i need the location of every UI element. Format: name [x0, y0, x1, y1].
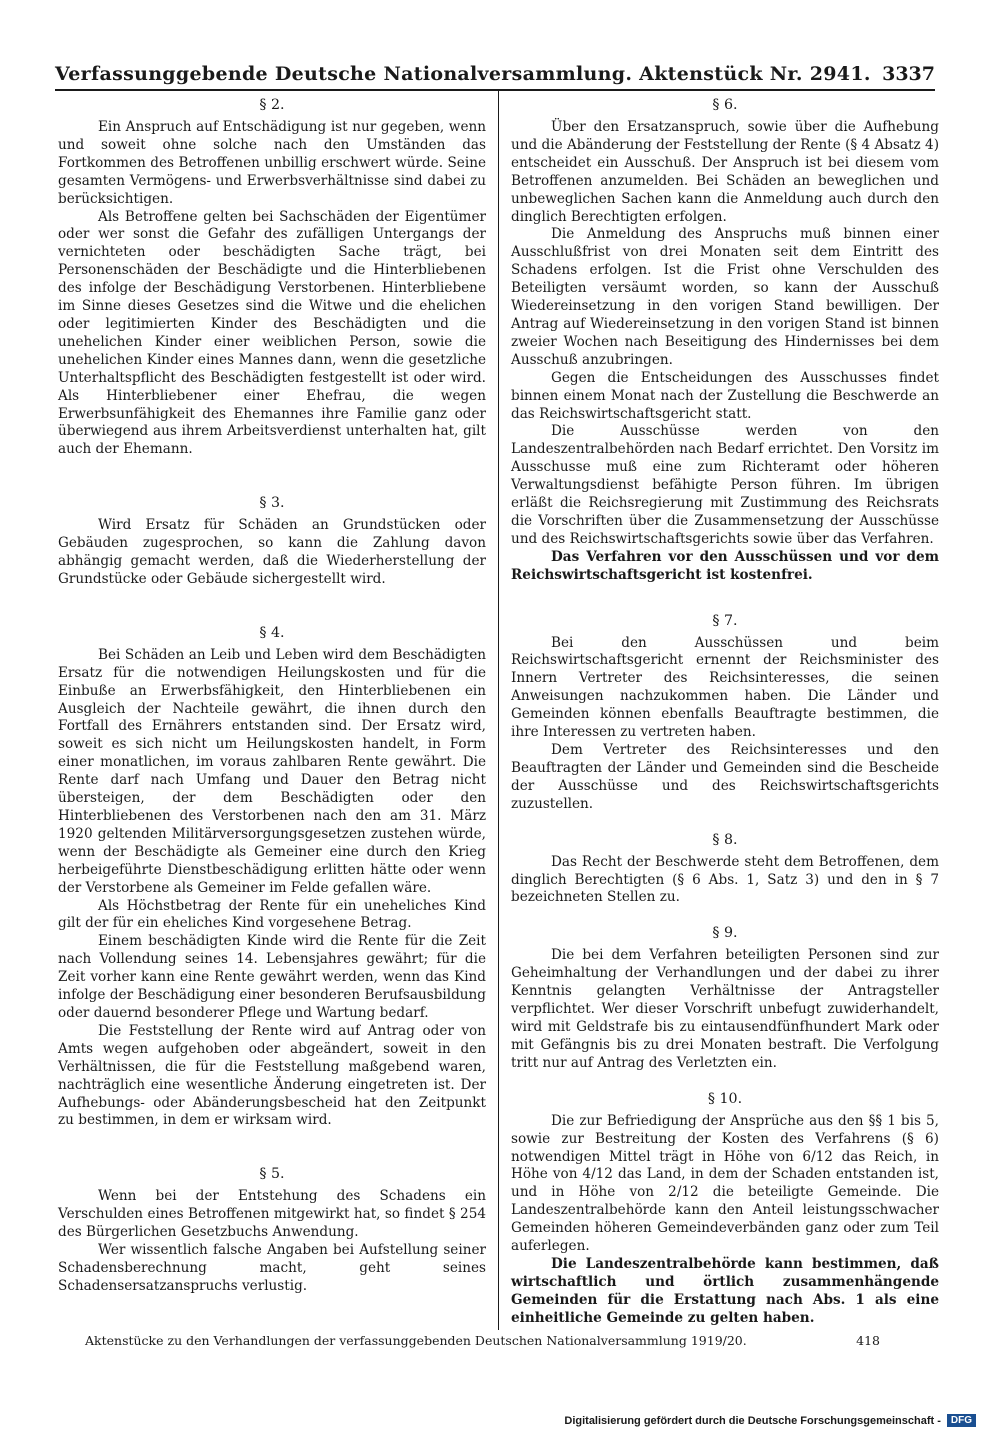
section-heading: § 10. — [707, 1090, 743, 1107]
paragraph: Das Verfahren vor den Ausschüssen und vor dem Reichswirtschaftsgericht ist kostenfrei. — [511, 548, 939, 583]
section-heading: § 8. — [712, 831, 738, 848]
paragraph: Die Anmeldung des Anspruchs muß binnen einer Ausschlußfrist von drei Monaten seit dem Eintritt des Schadens erfolgen. Ist die Frist ohne Verschulden des Beteiligten versäumt worden, so kann der Ausschuß Wiedereinsetzung in den vorigen Stand bewilligen. Der Antrag auf Wiedereinsetzung in den vorigen Stand ist binnen zweier Wochen nach Beseitigung des Hindernisses bei dem Ausschuß anzubringen. — [511, 226, 939, 368]
paragraph: Bei den Ausschüssen und beim Reichswirtschaftsgericht ernennt der Reichsminister des Innern Vertreter des Reichsinteresses, die seinen Anweisungen nachzukommen haben. Die Länder und Gemeinden können ebenfalls Beauftragte bestimmen, die ihre Interessen zu vertreten haben. — [511, 634, 939, 741]
section-spacer — [511, 907, 939, 923]
section-heading: § 3. — [259, 495, 285, 512]
right-column — [511, 95, 939, 1328]
paragraph: Als Höchstbetrag der Rente für ein uneheliches Kind gilt der für ein eheliches Kind vorgesehene Betrag. — [58, 897, 486, 932]
footer-text: Aktenstücke zu den Verhandlungen der verfassunggebenden Deutschen Nationalversammlung 1919/20. — [85, 1333, 747, 1348]
left-column — [58, 95, 486, 1296]
paragraph: Bei Schäden an Leib und Leben wird dem Beschädigten Ersatz für die notwendigen Heilungskosten und für die Einbuße an Erwerbsfähigkeit, den Hinterbliebenen ein Ausgleich der Nachteile gewährt, die ihnen durch den Fortfall des Ernährers entstanden sind. Der Ersatz wird, soweit es sich nicht um Heilungskosten handelt, in Form einer monatlichen, im voraus zahlbaren Rente gewährt. Die Rente darf nach Umfang und Dauer den Betrag nicht übersteigen, der dem Beschädigten oder den Hinterbliebenen des Verstorbenen nach den am 31. März 1920 geltenden Militärversorgungsgesetzen zustehen würde, wenn der Beschädigte als Gemeiner eine durch den Krieg herbeigeführte Dienstbeschädigung erlitten hätte oder wenn der Verstorbene als Gemeiner im Felde gefallen wäre. — [58, 646, 486, 896]
section-spacer — [58, 459, 486, 493]
paragraph: Die Ausschüsse werden von den Landeszentralbehörden nach Bedarf errichtet. Den Vorsitz im Ausschusse muß eine zum Richteramt oder höheren Verwaltungsdienst befähigte Person führen. Im übrigen erläßt die Reichsregierung mit Zustimmung des Reichsrats die Vorschriften über die Zusammensetzung der Ausschüsse und des Reichswirtschaftsgerichts sowie über das Verfahren. — [511, 423, 939, 547]
section-heading: § 5. — [259, 1166, 285, 1183]
paragraph: Wer wissentlich falsche Angaben bei Aufstellung seiner Schadensberechnung macht, geht seines Schadensersatzanspruchs verlustig. — [58, 1242, 486, 1294]
paragraph: Die Landeszentralbehörde kann bestimmen, daß wirtschaftlich und örtlich zusammenhängende Gemeinden für die Erstattung nach Abs. 1 als eine einheitliche Gemeinde zu gelten haben. — [511, 1255, 939, 1326]
paragraph: Die zur Befriedigung der Ansprüche aus den §§ 1 bis 5, sowie zur Bestreitung der Kosten des Verfahrens (§ 6) notwendigen Mittel trägt in Höhe von 6/12 das Reich, in Höhe von 4/12 das Land, in dem der Schaden entstanden ist, und in Höhe von 2/12 die beteiligte Gemeinde. Die Landeszentralbehörde kann den Anteil leistungsschwacher Gemeinden höheren Gemeindeverbänden ganz oder zum Teil auferlegen. — [511, 1112, 939, 1255]
running-header — [55, 55, 935, 91]
section-heading: § 2. — [259, 97, 285, 113]
section-spacer — [511, 585, 939, 611]
dfg-logo-icon: DFG — [947, 1414, 976, 1427]
header-title: Verfassunggebende Deutsche Nationalversammlung. Aktenstück Nr. 2941. — [55, 63, 871, 85]
footer — [85, 1333, 905, 1348]
section-heading: § 7. — [712, 612, 738, 629]
paragraph: Die Feststellung der Rente wird auf Antrag oder von Amts wegen aufgehoben oder abgeändert, soweit in den Verhältnissen, die für die Feststellung maßgebend waren, nachträglich eine wesentliche Änderung eingetreten ist. Der Aufhebungs- oder Abänderungsbescheid hat den Zeitpunkt zu bestimmen, in dem er wirksam wird. — [58, 1022, 486, 1129]
paragraph: Über den Ersatzanspruch, sowie über die Aufhebung und die Abänderung der Feststellung der Rente (§ 4 Absatz 4) entscheidet ein Ausschuß. Der Anspruch ist bei diesem vom Betroffenen anzumelden. Bei Schäden an beweglichen und unbeweglichen Sachen kann die Anmeldung auch durch den dinglich Berechtigten erfolgen. — [511, 119, 939, 225]
paragraph: Einem beschädigten Kinde wird die Rente für die Zeit nach Vollendung seines 14. Lebensjahres gewährt; für die Zeit vorher kann eine Rente gewährt werden, wenn das Kind infolge der Beschädigung einer besonderen Berufsausbildung oder dauernd besonderer Pflege und Wartung bedarf. — [58, 933, 486, 1021]
section-spacer — [58, 589, 486, 623]
footer-number: 418 — [856, 1333, 880, 1348]
paragraph: Wenn bei der Entstehung des Schadens ein Verschulden eines Betroffenen mitgewirkt hat, so findet § 254 des Bürgerlichen Gesetzbuchs Anwendung. — [58, 1188, 486, 1241]
section-spacer — [511, 1073, 939, 1089]
paragraph: Dem Vertreter des Reichsinteresses und den Beauftragten der Länder und Gemeinden sind die Bescheide der Ausschüsse und des Reichswirtschaftsgerichts zuzustellen. — [511, 742, 939, 812]
section-heading: § 9. — [712, 925, 738, 942]
paragraph: Wird Ersatz für Schäden an Grundstücken oder Gebäuden zugesprochen, so kann die Zahlung davon abhängig gemacht werden, daß die Wiederherstellung der Grundstücke oder Gebäude sichergestellt wird. — [58, 517, 486, 587]
paragraph: Die bei dem Verfahren beteiligten Personen sind zur Geheimhaltung der Verhandlungen und der dabei zu ihrer Kenntnis gelangten Verhältnisse der Antragsteller verpflichtet. Wer dieser Vorschrift unbefugt zuwiderhandelt, wird mit Geldstrafe bis zu eintausendfünfhundert Mark oder mit Gefängnis bis zu drei Monaten bestraft. Die Verfolgung tritt nur auf Antrag des Verletzten ein. — [511, 947, 939, 1071]
section-spacer — [511, 814, 939, 830]
paragraph: Ein Anspruch auf Entschädigung ist nur gegeben, wenn und soweit ohne solche nach den Umständen das Fortkommen des Betroffenen unbillig erschwert würde. Seine gesamten Vermögens- und Erwerbsverhältnisse sind dabei zu berücksichtigen. — [58, 119, 486, 207]
digitization-credit — [564, 1414, 976, 1427]
section-heading: § 4. — [259, 624, 285, 641]
section-spacer — [58, 1130, 486, 1164]
column-divider — [498, 90, 499, 1330]
digitization-text: Digitalisierung gefördert durch die Deutsche Forschungsgemeinschaft - — [564, 1414, 941, 1427]
paragraph: Gegen die Entscheidungen des Ausschusses findet binnen einem Monat nach der Zustellung die Beschwerde an das Reichswirtschaftsgericht statt. — [511, 369, 939, 422]
paragraph: Als Betroffene gelten bei Sachschäden der Eigentümer oder wer sonst die Gefahr des zufälligen Untergangs der vernichteten oder beschädigten Sache trägt, bei Personenschäden der Beschädigte und die Hinterbliebenen des infolge der Beschädigung Verstorbenen. Hinterbliebene im Sinne dieses Gesetzes sind die Witwe und die ehelichen oder legitimierten Kinder des Beschädigten und die unehelichen Kinder einer weiblichen Person, sowie die unehelichen Kinder eines Mannes dann, wenn die gesetzliche Unterhaltspflicht des Beschädigten festgestellt ist oder wird. Als Hinterbliebener einer Ehefrau, die wegen Erwerbsunfähigkeit des Ehemannes ihre Familie ganz oder überwiegend aus ihrem Arbeitsverdienst unterhalten hat, gilt auch der Ehemann. — [58, 208, 486, 458]
page-number: 3337 — [882, 63, 935, 85]
paragraph: Das Recht der Beschwerde steht dem Betroffenen, dem dinglich Berechtigten (§ 6 Abs. 1, Satz 3) und den in § 7 bezeichneten Stellen zu. — [511, 853, 939, 906]
section-heading: § 6. — [712, 97, 738, 113]
